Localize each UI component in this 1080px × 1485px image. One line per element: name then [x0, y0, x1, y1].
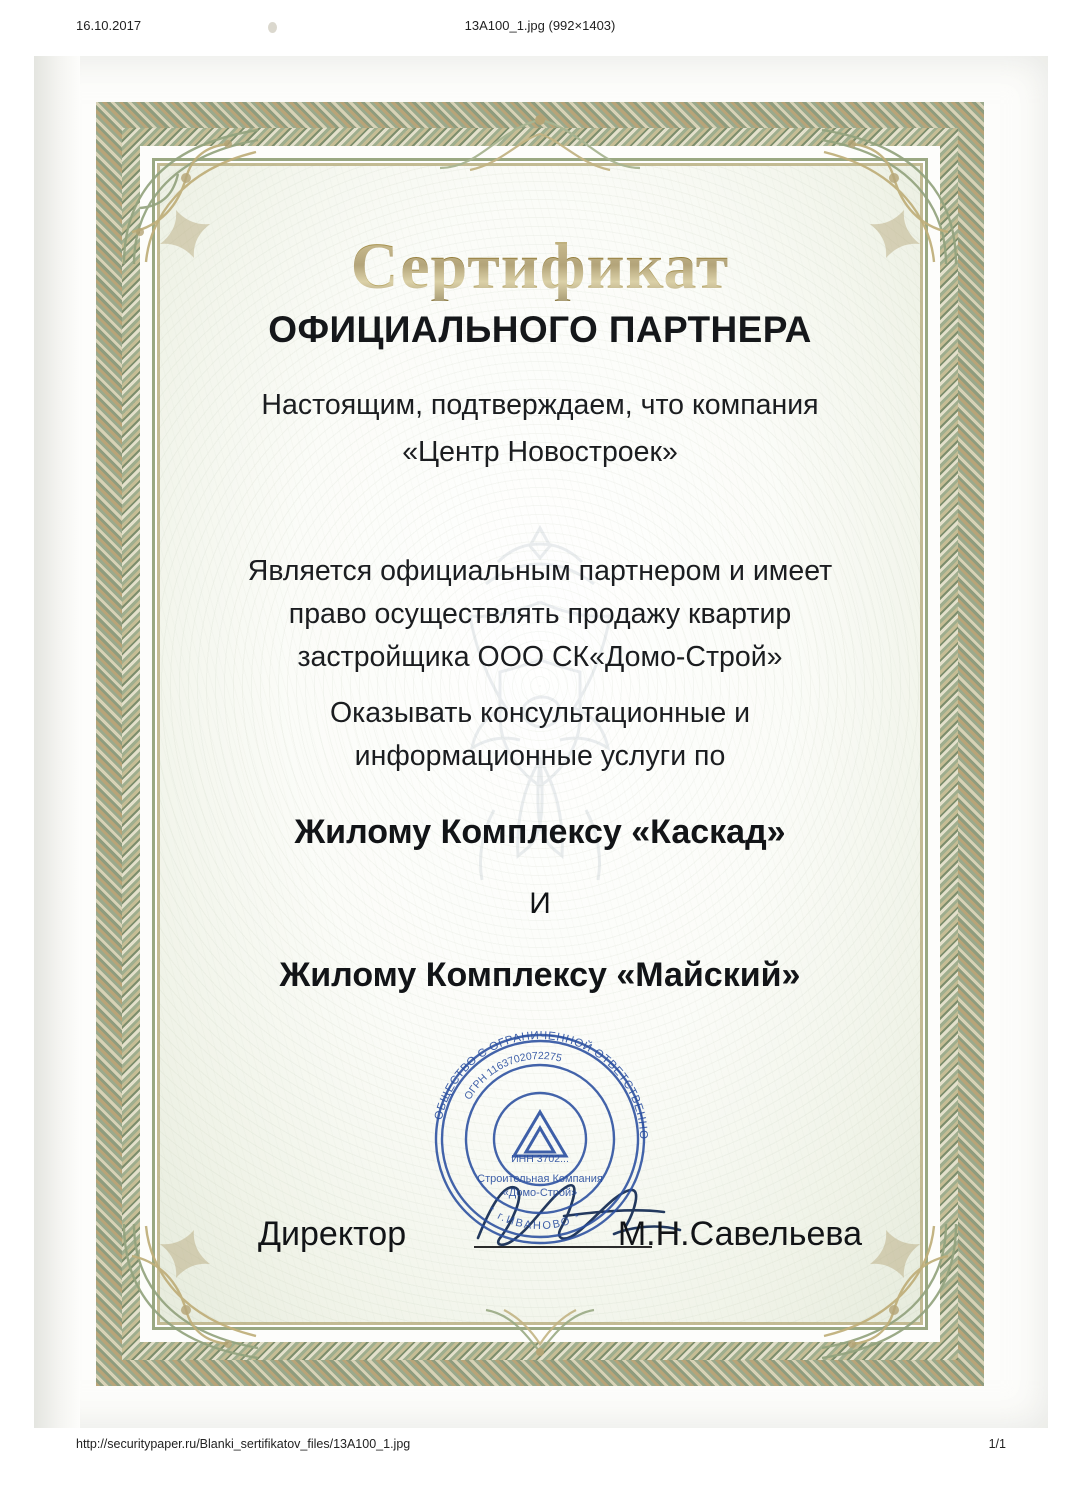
certificate-title: Сертификат	[174, 232, 906, 301]
svg-text:ОБЩЕСТВО С ОГРАНИЧЕННОЙ ОТВЕТС: ОБЩЕСТВО С ОГРАНИЧЕННОЙ ОТВЕТСТВЕННО	[432, 1029, 650, 1140]
spacer	[174, 472, 906, 550]
svg-text:ИНН 3702...: ИНН 3702...	[511, 1153, 569, 1165]
page-number: 1/1	[988, 1437, 1006, 1451]
svg-text:* г.ИВАНОВО *: * г.ИВАНОВО *	[485, 1204, 584, 1233]
scanned-page	[34, 56, 1048, 1428]
conjunction-text: И	[529, 887, 551, 921]
signature-row	[192, 1029, 888, 1268]
body-line-4: Оказывать консультационные и	[329, 697, 751, 730]
certificate-content	[174, 232, 906, 1001]
top-center-ornament-icon	[430, 108, 650, 178]
body-line-3: застройщика ООО СК«Домо-Строй»	[297, 640, 783, 673]
bottom-center-ornament-icon	[480, 1300, 600, 1360]
print-footer	[0, 1437, 1080, 1457]
body-line-1: Является официальным партнером и имеет	[247, 555, 833, 588]
body-block	[174, 550, 906, 778]
certificate-subtitle: ОФИЦИАЛЬНОГО ПАРТНЕРА	[268, 309, 812, 351]
signature-name: М.Н.Савельева	[617, 1215, 862, 1253]
source-url: http://securitypaper.ru/Blanki_sertifikatov_files/13A100_1.jpg	[76, 1437, 411, 1451]
certificate-document	[96, 102, 984, 1386]
spacer	[174, 921, 906, 951]
body-line-2: право осуществлять продажу квартир	[288, 597, 792, 630]
svg-text:«Домо-Строй»: «Домо-Строй»	[502, 1187, 578, 1199]
spacer	[174, 857, 906, 887]
intro-line-2: «Центр Новостроек»	[402, 435, 678, 468]
body-line-5: информационные услуги по	[354, 740, 726, 773]
print-header	[0, 18, 1080, 38]
complex-name-2: Жилому Комплексу «Майский»	[279, 956, 801, 995]
intro-line-1: Настоящим, подтверждаем, что компания	[261, 389, 819, 422]
print-date: 16.10.2017	[76, 18, 142, 33]
spacer	[174, 678, 906, 692]
signature-title: Директор	[258, 1215, 407, 1253]
complex-name-1: Жилому Комплексу «Каскад»	[294, 812, 786, 851]
svg-text:ОГРН 1163702072275: ОГРН 1163702072275	[462, 1049, 564, 1103]
spacer	[174, 778, 906, 808]
scan-artifact-speck	[268, 22, 277, 33]
print-file-info: 13A100_1.jpg (992×1403)	[464, 18, 616, 33]
svg-text:Строительная Компания: Строительная Компания	[477, 1173, 603, 1185]
